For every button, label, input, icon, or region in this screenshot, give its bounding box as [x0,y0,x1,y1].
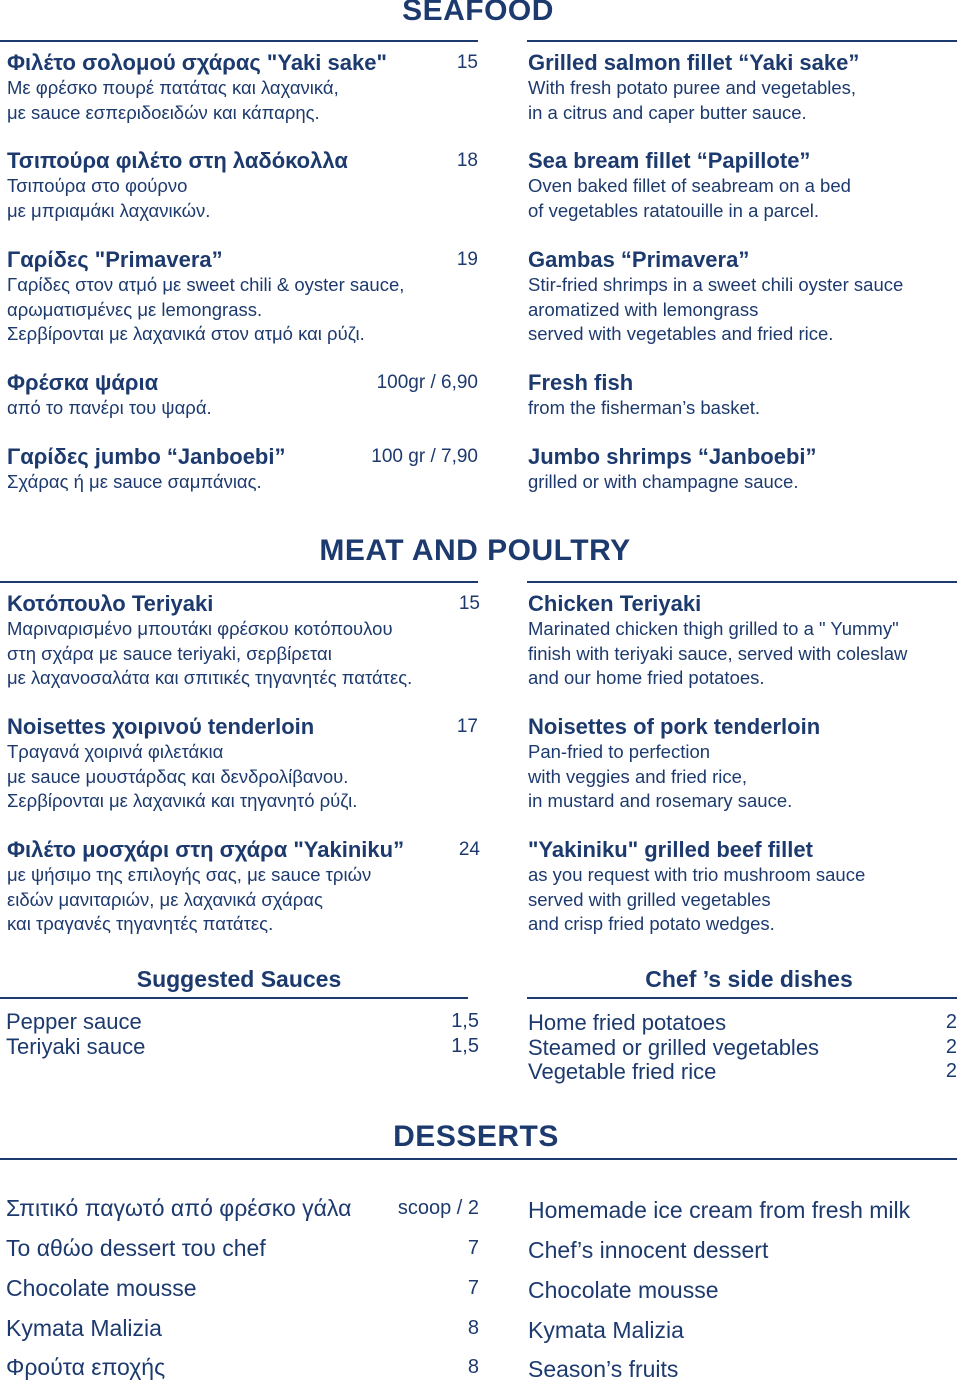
seafood-item-price: 18 [456,150,478,171]
sauce-item-name: Pepper sauce [6,1009,142,1034]
meat-item-en: Chicken Teriyaki Marinated chicken thigh grilled to a " Yummy" finish with teriyaki sauce, served with coleslaw and our home fried potatoes. [528,591,908,688]
seafood-item-gr: Γαρίδες jumbo “Janboebi” Σχάρας ή με sauce σαμπάνιας. [7,444,286,492]
dessert-item-gr: Φρούτα εποχής [6,1354,166,1380]
seafood-rule-right [527,40,957,42]
seafood-item-en: Grilled salmon fillet “Yaki sake” With fresh potato puree and vegetables, in a citrus and caper butter sauce. [528,50,860,123]
meat-item-en: Noisettes of pork tenderloin Pan-fried to perfection with veggies and fried rice, in mustard and rosemary sauce. [528,714,821,811]
dessert-item-gr: Σπιτικό παγωτό από φρέσκο γάλα [6,1195,352,1221]
seafood-rule-left [0,40,478,42]
meat-item-gr: Κοτόπουλο Teriyaki Μαριναρισμένο μπουτάκι φρέσκου κοτόπουλου στη σχάρα με sauce teriyaki, σερβίρεται με λαχανοσαλάτα και σπιτικές τηγανητές πατάτες. [7,591,413,688]
seafood-item-price: 100gr / 6,90 [376,372,478,393]
meat-item-price: 15 [458,593,480,614]
seafood-item-gr: Τσιπούρα φιλέτο στη λαδόκολλα Τσιπούρα στο φούρνο με μπριαμάκι λαχανικών. [7,148,348,221]
meat-item-price: 24 [458,839,480,860]
sides-title: Chef ’s side dishes [645,966,853,992]
sauce-item-price: 1,5 [451,1010,479,1032]
dessert-item-en: Chef’s innocent dessert [528,1237,769,1263]
meat-item-en: "Yakiniku" grilled beef fillet as you request with trio mushroom sauce served with grilled vegetables and crisp fried potato wedges. [528,837,866,934]
dessert-item-gr: Kymata Malizia [6,1315,162,1341]
meat-title: MEAT AND POULTRY [319,534,631,567]
dessert-item-price: 8 [467,1317,479,1339]
side-item-name: Steamed or grilled vegetables [528,1035,820,1060]
seafood-item-price: 15 [456,52,478,73]
side-item-name: Home fried potatoes [528,1010,727,1035]
seafood-item-en: Sea bream fillet “Papillote” Oven baked fillet of seabream on a bed of vegetables ratatouille in a parcel. [528,148,851,221]
dessert-item-en: Season’s fruits [528,1356,679,1382]
seafood-item-en: Gambas “Primavera” Stir-fried shrimps in a sweet chili oyster sauce aromatized with lemongrass served with vegetables and fried rice. [528,247,904,344]
dessert-item-gr: Chocolate mousse [6,1275,197,1301]
side-item-price: 2 [945,1060,957,1082]
seafood-item-gr: Φρέσκα ψάρια από το πανέρι του ψαρά. [7,370,212,418]
seafood-title: SEAFOOD [402,0,554,27]
seafood-item-price: 100 gr / 7,90 [371,446,478,467]
sauces-rule [0,997,468,999]
meat-item-gr: Noisettes χοιρινού tenderloin Τραγανά χοιρινά φιλετάκια με sauce μουστάρδας και δενδρολίβανου. Σερβίρονται με λαχανικά και τηγανητό ρύζι. [7,714,358,811]
side-item-price: 2 [945,1011,957,1033]
seafood-item-price: 19 [456,249,478,270]
seafood-item-gr: Γαρίδες "Primavera” Γαρίδες στον ατμό με sweet chili & oyster sauce, αρωματισμένες με lemongrass. Σερβίρονται με λαχανικά στον ατμό και ρύζι. [7,247,405,344]
dessert-item-price: 7 [467,1277,479,1299]
dessert-item-price: 7 [467,1237,479,1259]
dessert-item-en: Homemade ice cream from fresh milk [528,1197,911,1223]
desserts-rule [0,1158,957,1160]
sauce-item-name: Teriyaki sauce [6,1034,146,1059]
dessert-item-gr: Το αθώο dessert του chef [6,1235,266,1261]
sides-rule [527,997,957,999]
meat-item-gr: Φιλέτο μοσχάρι στη σχάρα "Yakiniku” με ψήσιμο της επιλογής σας, με sauce τριών ειδών μανιταριών, με λαχανικά σχάρας και τραγανές τηγανητές πατάτες. [7,837,405,934]
meat-rule-left [0,581,478,583]
meat-rule-right [527,581,957,583]
side-item-price: 2 [945,1036,957,1058]
dessert-item-en: Chocolate mousse [528,1277,719,1303]
seafood-item-en: Jumbo shrimps “Janboebi” grilled or with champagne sauce. [528,444,817,492]
dessert-item-price: scoop / 2 [397,1197,479,1219]
meat-item-price: 17 [456,716,478,737]
side-item-name: Vegetable fried rice [528,1059,717,1084]
sauce-item-price: 1,5 [451,1035,479,1057]
seafood-item-en: Fresh fish from the fisherman’s basket. [528,370,761,418]
dessert-item-en: Kymata Malizia [528,1317,684,1343]
sauces-title: Suggested Sauces [136,966,342,992]
seafood-item-gr: Φιλέτο σολομού σχάρας "Yaki sake" Με φρέσκο πουρέ πατάτας και λαχανικά, με sauce εσπεριδοειδών και κάπαρης. [7,50,387,123]
desserts-title: DESSERTS [393,1120,559,1153]
dessert-item-price: 8 [467,1356,479,1378]
